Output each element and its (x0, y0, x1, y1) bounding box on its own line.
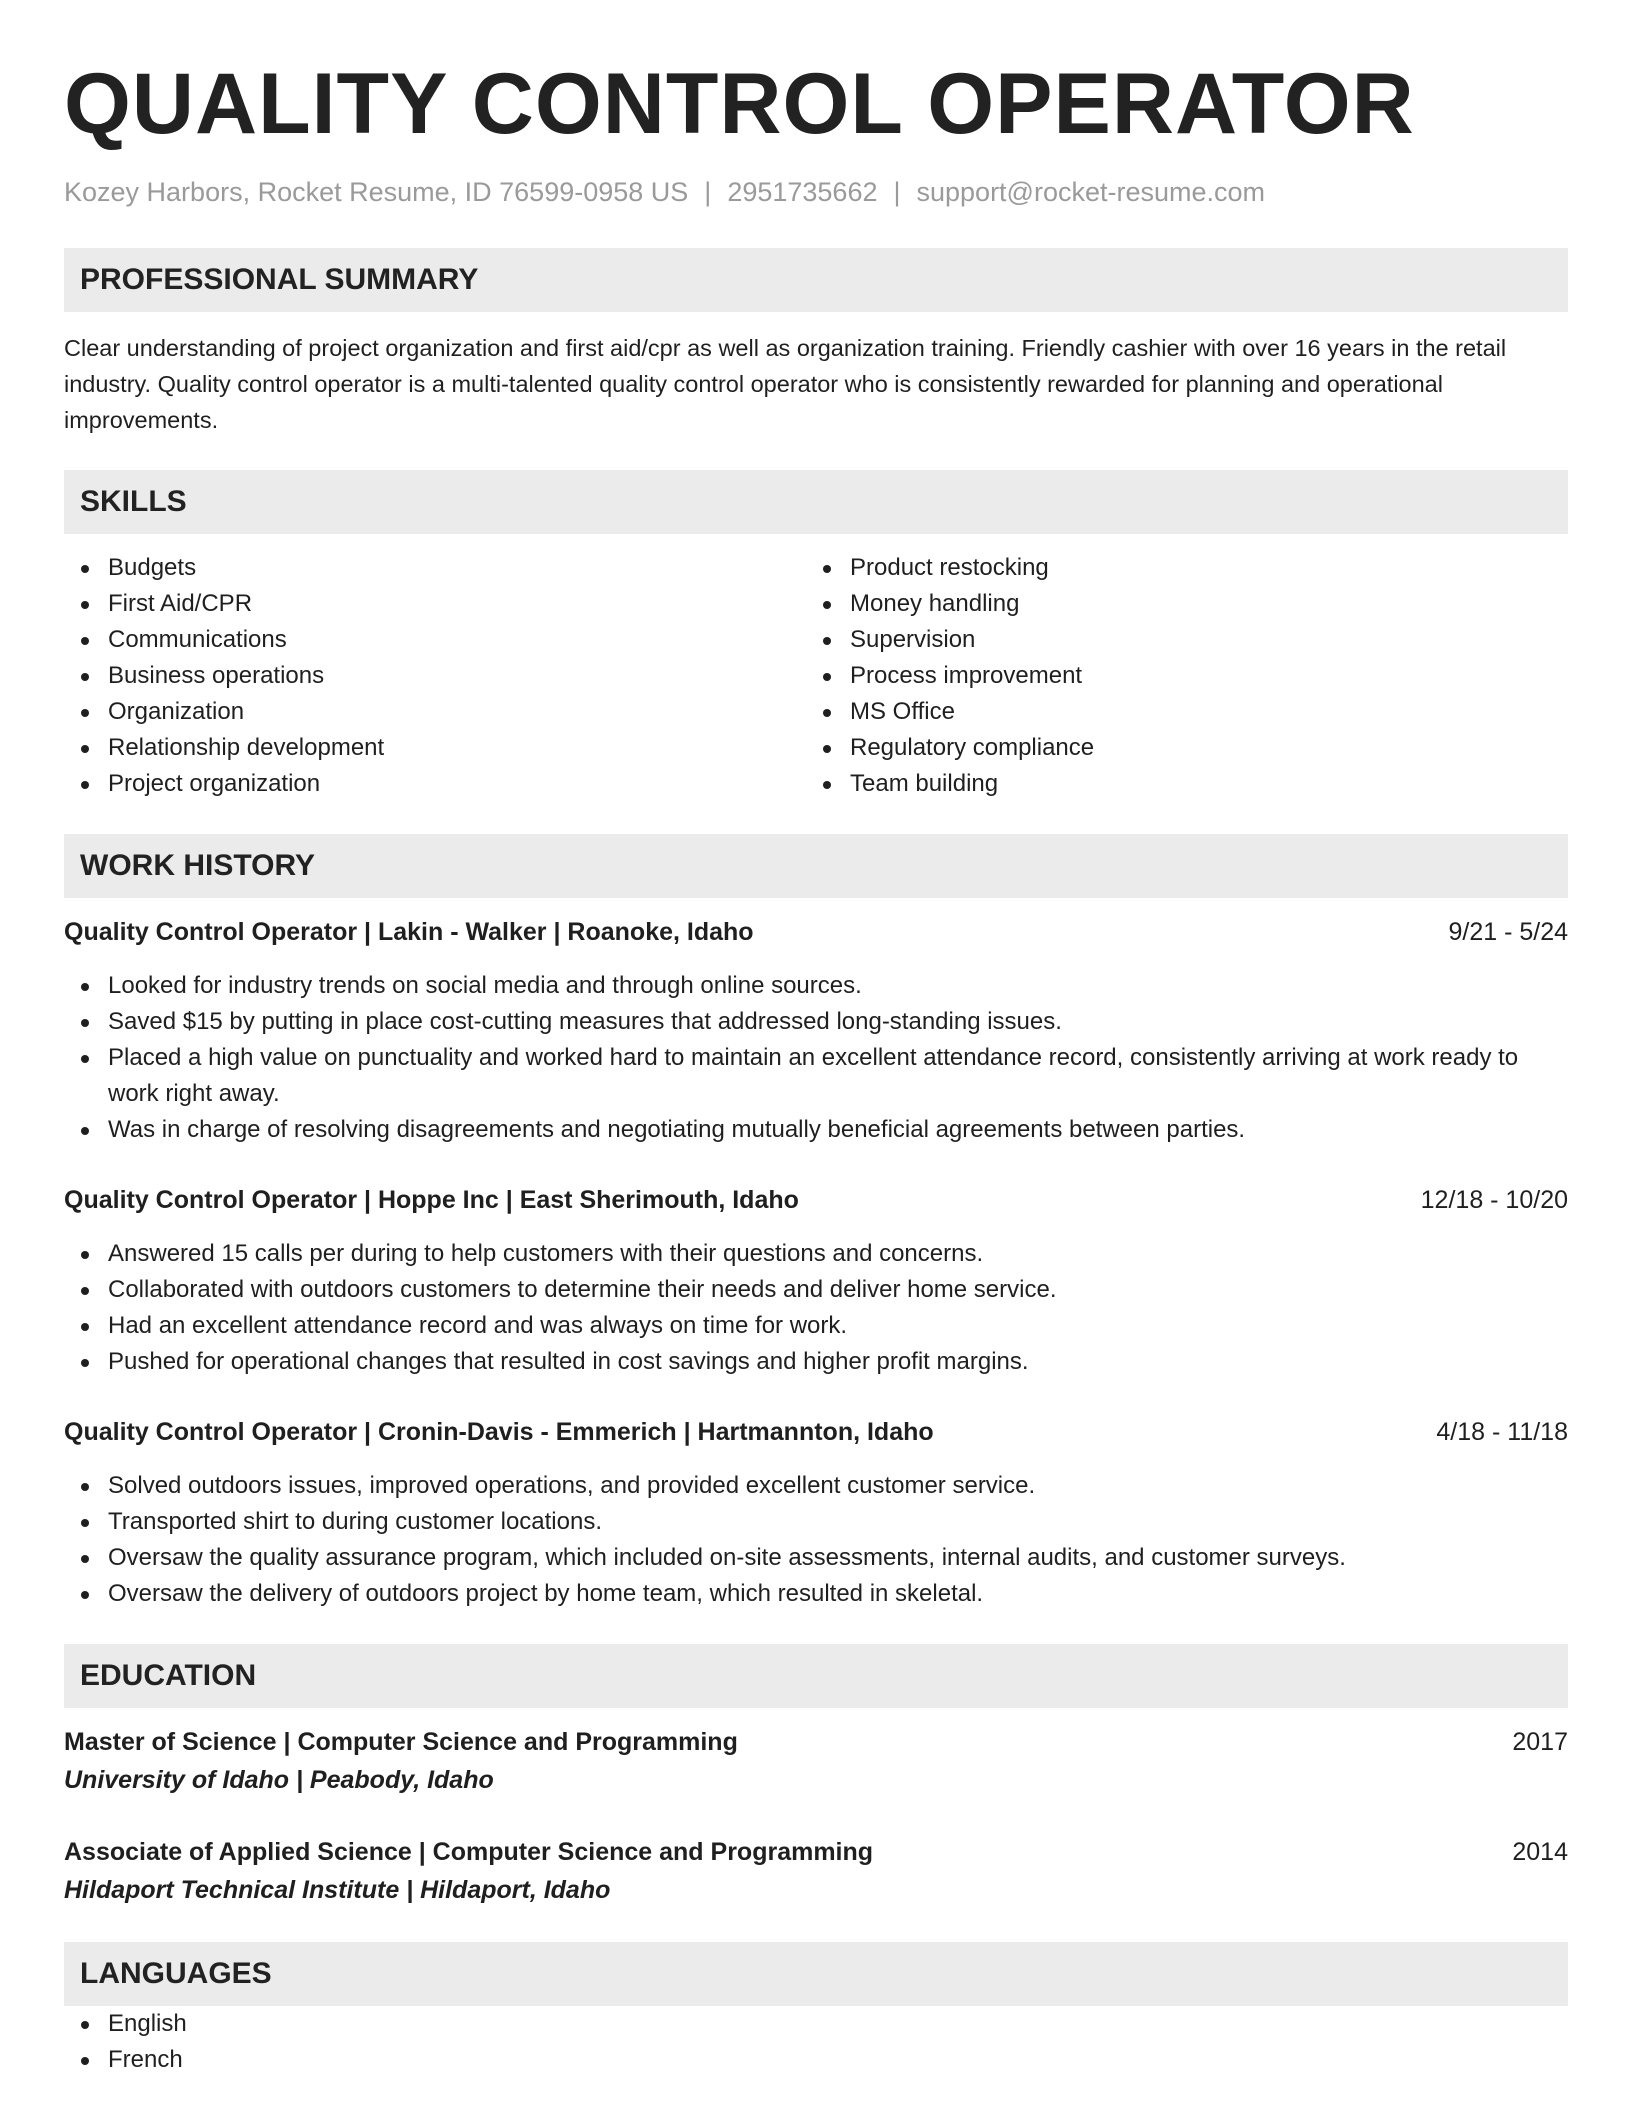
skill-item: Communications (64, 622, 806, 658)
contact-email: support@rocket-resume.com (916, 177, 1266, 207)
contact-separator: | (893, 177, 901, 207)
job-bullet: Solved outdoors issues, improved operations, and provided excellent customer service. (64, 1468, 1568, 1504)
language-item: English (64, 2006, 1568, 2042)
work-history-heading: WORK HISTORY (64, 834, 1568, 898)
summary-text: Clear understanding of project organization and first aid/cpr as well as organization training. Friendly cashier with over 16 years in the retail industry. Quality control operator is a multi-talented quality control operator who is consistently rewarded for planning and operational improvements. (64, 335, 1507, 433)
education-entry (64, 1834, 1568, 1910)
contact-address: Kozey Harbors, Rocket Resume, ID 76599-0958 US (64, 177, 689, 207)
job-dates: 4/18 - 11/18 (1436, 1418, 1568, 1446)
degree-title: Master of Science | Computer Science and Programming (64, 1728, 738, 1756)
skill-item: Business operations (64, 658, 806, 694)
skill-item: MS Office (806, 694, 1548, 730)
contact-line (64, 174, 1568, 210)
job-bullet: Looked for industry trends on social media and through online sources. (64, 968, 1568, 1004)
job-title: Quality Control Operator | Lakin - Walker | Roanoke, Idaho (64, 918, 754, 946)
job-bullet: Transported shirt to during customer locations. (64, 1504, 1568, 1540)
degree-year: 2014 (1512, 1838, 1568, 1866)
job-bullet: Saved $15 by putting in place cost-cutting measures that addressed long-standing issues. (64, 1004, 1568, 1040)
school-name: Hildaport Technical Institute | Hildaport, Idaho (64, 1876, 611, 1904)
skill-item: Process improvement (806, 658, 1548, 694)
education-list (64, 1724, 1568, 1910)
job-bullet: Answered 15 calls per during to help customers with their questions and concerns. (64, 1236, 1568, 1272)
job-dates: 12/18 - 10/20 (1420, 1186, 1568, 1214)
skill-item: Organization (64, 694, 806, 730)
degree-title: Associate of Applied Science | Computer Science and Programming (64, 1838, 874, 1866)
job-bullet: Oversaw the delivery of outdoors project by home team, which resulted in skeletal. (64, 1576, 1568, 1612)
skill-item: Product restocking (806, 550, 1548, 586)
work-history-list (64, 914, 1568, 1612)
job-title: Quality Control Operator | Cronin-Davis - Emmerich | Hartmannton, Idaho (64, 1418, 934, 1446)
job-bullet: Oversaw the quality assurance program, which included on-site assessments, internal audits, and customer surveys. (64, 1540, 1568, 1576)
job-entry (64, 914, 1568, 1148)
language-item: French (64, 2042, 1568, 2078)
resume-page (64, 0, 1568, 2078)
skill-item: Money handling (806, 586, 1548, 622)
education-heading: EDUCATION (64, 1644, 1568, 1708)
skill-item: Project organization (64, 766, 806, 802)
job-entry (64, 1414, 1568, 1612)
school-name: University of Idaho | Peabody, Idaho (64, 1766, 494, 1794)
skill-item: Budgets (64, 550, 806, 586)
job-entry (64, 1182, 1568, 1380)
job-title: Quality Control Operator | Hoppe Inc | East Sherimouth, Idaho (64, 1186, 799, 1214)
skill-item: Supervision (806, 622, 1548, 658)
skills-list (64, 550, 1568, 802)
job-dates: 9/21 - 5/24 (1448, 918, 1568, 946)
degree-year: 2017 (1512, 1728, 1568, 1756)
summary-heading: PROFESSIONAL SUMMARY (64, 248, 1568, 312)
job-bullet: Was in charge of resolving disagreements and negotiating mutually beneficial agreements between parties. (64, 1112, 1568, 1148)
job-bullet: Collaborated with outdoors customers to determine their needs and deliver home service. (64, 1272, 1568, 1308)
skill-item: Relationship development (64, 730, 806, 766)
languages-heading: LANGUAGES (64, 1942, 1568, 2006)
job-bullet: Pushed for operational changes that resulted in cost savings and higher profit margins. (64, 1344, 1568, 1380)
contact-separator: | (704, 177, 712, 207)
skills-column-left (64, 550, 806, 802)
job-bullet: Placed a high value on punctuality and worked hard to maintain an excellent attendance record, consistently arriving at work ready to work right away. (64, 1040, 1568, 1112)
skill-item: Team building (806, 766, 1548, 802)
skills-column-right (806, 550, 1548, 802)
resume-title: QUALITY CONTROL OPERATOR (64, 56, 1415, 152)
skills-heading: SKILLS (64, 470, 1568, 534)
education-entry (64, 1724, 1568, 1800)
skill-item: Regulatory compliance (806, 730, 1548, 766)
languages-list (64, 2006, 1568, 2078)
job-bullet: Had an excellent attendance record and was always on time for work. (64, 1308, 1568, 1344)
contact-phone: 2951735662 (727, 177, 878, 207)
skill-item: First Aid/CPR (64, 586, 806, 622)
